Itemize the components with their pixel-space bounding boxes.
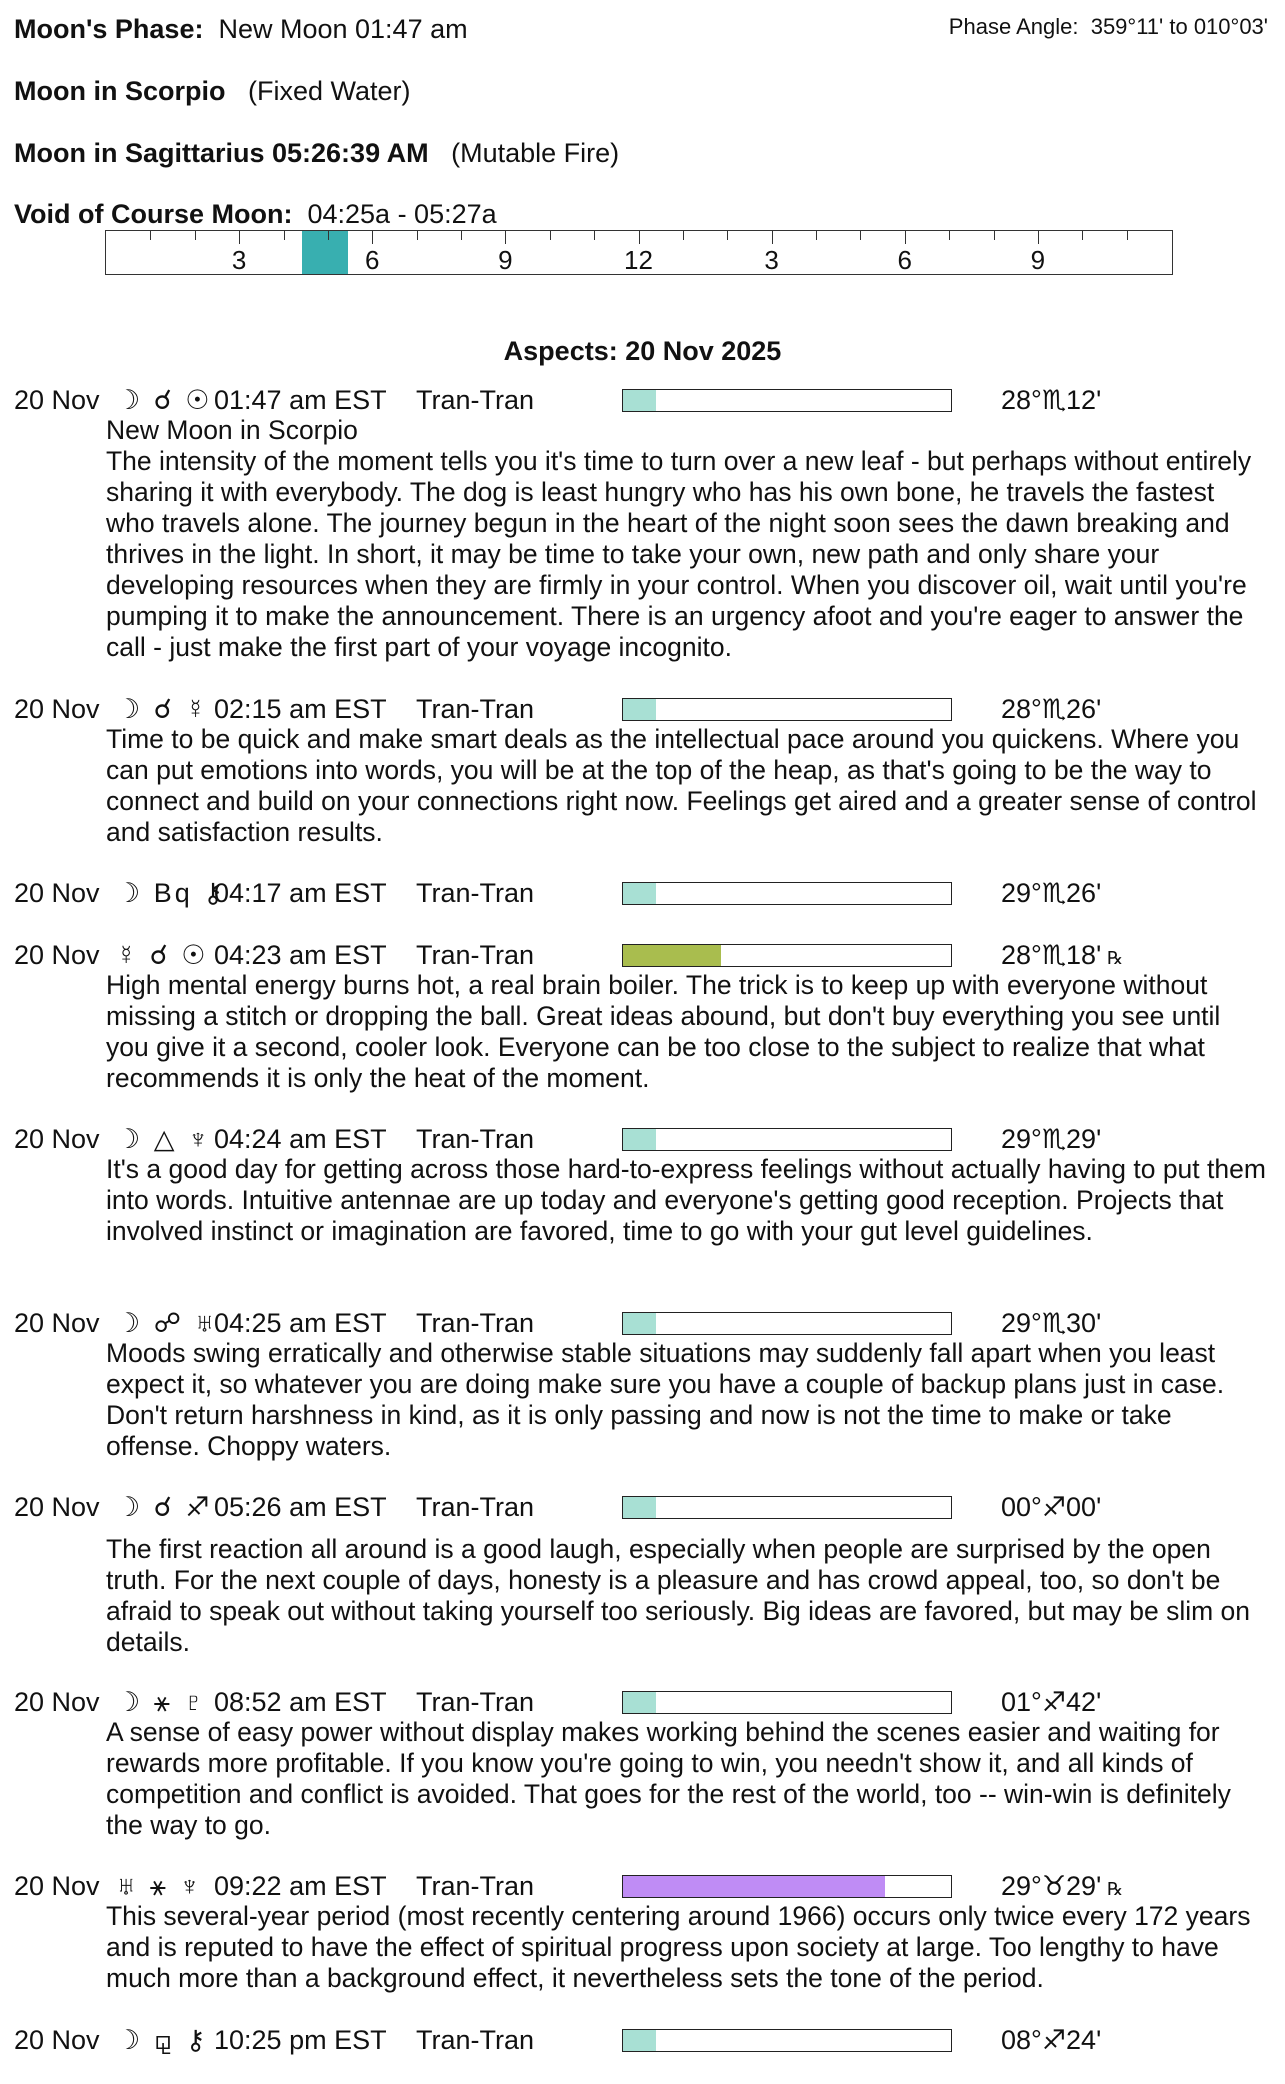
phase-angle-label: Phase Angle: [948,14,1079,39]
retrograde-marker: ℞ [1107,948,1124,968]
timeline-tick [1038,231,1039,244]
aspect-date: 20 Nov [14,1124,100,1154]
timeline-tick [550,231,551,240]
aspect-glyphs: ♅ ⚹ ♆ [116,1871,203,1901]
aspect-type: Tran-Tran [416,1308,535,1338]
aspect-date: 20 Nov [14,940,100,970]
aspect-glyphs: ☽ ☌ ☉ [116,385,213,415]
moon-sign-2 [14,138,619,169]
aspect-description: Time to be quick and make smart deals as the intellectual pace around you quickens. Where you can put emotions into words, you will be at the top of the heap, as that's going to be the way to connect and build on your connections right now. Feelings get aired and a greater sense of control and satisfaction results. [106,724,1257,847]
aspect-glyphs: ☽ △ ♆ [116,1124,212,1154]
timeline-tick [639,231,640,244]
moon-sign-1-label: Moon in Scorpio [14,76,226,106]
timeline-tick [1127,231,1128,240]
aspect-strength-fill [623,1497,656,1518]
aspect-strength-fill [623,1876,885,1897]
aspect-position: 28°♏26' [1001,694,1102,724]
aspect-row [14,878,1274,910]
timeline-tick [505,231,506,244]
aspect-strength-fill [623,699,656,720]
void-timeline [105,230,1173,275]
aspect-glyphs: ☽ ☍ ♅ [116,1308,218,1338]
aspect-strength-fill [623,390,656,411]
timeline-tick [417,231,418,240]
moon-sign-2-element: (Mutable Fire) [451,138,620,168]
aspect-glyphs: ☽ Bq ⚷ [116,878,227,908]
aspect-time: 04:23 am EST [214,940,387,970]
moon-phase-line [14,14,468,45]
aspect-strength-bar [622,882,952,905]
aspect-strength-fill [623,1313,656,1334]
aspect-time: 10:25 pm EST [214,2025,387,2055]
timeline-hour-label: 6 [365,245,380,275]
timeline-hour-label: 9 [498,245,513,275]
aspect-glyphs: ☽ ⚼ ⚷ [116,2025,209,2055]
timeline-tick [284,231,285,240]
aspect-type: Tran-Tran [416,1492,535,1522]
aspects-title: Aspects: 20 Nov 2025 [503,336,782,366]
aspect-position: 29°♉29' [1001,1871,1102,1901]
aspect-strength-fill [623,1129,656,1150]
aspect-glyphs: ☽ ☌ ☿ [116,694,209,724]
voc-label: Void of Course Moon: [14,199,293,229]
aspect-row [14,1871,1274,1903]
moon-sign-1 [14,76,411,107]
timeline-tick [150,231,151,240]
phase-angle-value: 359°11' to 010°03' [1090,14,1268,39]
aspect-strength-bar [622,1128,952,1151]
aspect-description: Moods swing erratically and otherwise stable situations may suddenly fall apart when you least expect it, so whatever you are doing make sure you have a couple of backup plans just in case. Don't return harshness in kind, as it is only passing and now is not the time to make or take offense. Choppy waters. [106,1338,1225,1461]
aspect-type: Tran-Tran [416,694,535,724]
aspect-type: Tran-Tran [416,1687,535,1717]
aspect-time: 04:25 am EST [214,1308,387,1338]
aspect-date: 20 Nov [14,385,100,415]
aspect-position: 29°♏26' [1001,878,1102,908]
aspect-date: 20 Nov [14,1492,100,1522]
aspect-row [14,940,1274,972]
aspect-type: Tran-Tran [416,1124,535,1154]
aspect-strength-fill [623,945,721,966]
timeline-tick [994,231,995,240]
moon-sign-1-element: (Fixed Water) [248,76,411,106]
aspect-type: Tran-Tran [416,385,535,415]
aspect-title: New Moon in Scorpio [106,415,358,445]
aspect-row [14,385,1274,417]
timeline-tick [195,231,196,240]
aspect-description: It's a good day for getting across those hard-to-express feelings without actually having to put them into words. Intuitive antennae are up today and everyone's getting good reception. Projects that involved instinct or imagination are favored, time to go with your gut level guidelines. [106,1154,1266,1246]
phase-angle [949,14,1268,40]
aspect-position: 28°♏18' [1001,940,1102,970]
aspect-row [14,1308,1274,1340]
timeline-tick [372,231,373,244]
aspect-description: High mental energy burns hot, a real brain boiler. The trick is to keep up with everyone without missing a stitch or dropping the ball. Great ideas abound, but don't buy everything you see until you give it a second, cooler look. Everyone can be too close to the subject to realize that what recommends it is only the heat of the moment. [106,970,1221,1093]
aspect-type: Tran-Tran [416,940,535,970]
timeline-tick [1082,231,1083,240]
aspect-description: A sense of easy power without display makes working behind the scenes easier and waiting for rewards more profitable. If you know you're going to win, you needn't show it, and all kinds of competition and conflict is avoided. That goes for the rest of the world, too -- win-win is definitely the way to go. [106,1717,1231,1840]
aspect-time: 01:47 am EST [214,385,387,415]
aspect-strength-bar [622,2029,952,2052]
moon-sign-2-label: Moon in Sagittarius 05:26:39 AM [14,138,429,168]
timeline-tick [860,231,861,240]
aspect-glyphs: ☿ ☌ ☉ [116,940,209,970]
void-period-fill [302,231,348,274]
aspect-position: 00°♐00' [1001,1492,1102,1522]
timeline-hour-label: 9 [1030,245,1046,275]
retrograde-marker: ℞ [1107,1879,1124,1899]
aspect-date: 20 Nov [14,1308,100,1338]
timeline-hour-label: 6 [897,245,912,275]
voc-value: 04:25a - 05:27a [307,199,497,229]
timeline-tick [949,231,950,240]
aspect-glyphs: ☽ ☌ ♐ [116,1492,213,1522]
aspect-strength-bar [622,1691,952,1714]
aspect-strength-fill [623,883,656,904]
void-of-course [14,199,497,230]
aspect-position: 01°♐42' [1001,1687,1102,1717]
aspect-type: Tran-Tran [416,1871,535,1901]
aspect-position: 08°♐24' [1001,2025,1102,2055]
aspect-row [14,1687,1274,1719]
aspect-row [14,1492,1274,1524]
moon-phase-label: Moon's Phase: [14,14,204,44]
aspect-row [14,1124,1274,1156]
aspect-date: 20 Nov [14,1687,100,1717]
aspect-strength-bar [622,1875,952,1898]
aspect-strength-bar [622,1496,952,1519]
aspect-strength-bar [622,1312,952,1335]
aspect-position: 29°♏30' [1001,1308,1102,1338]
aspect-type: Tran-Tran [416,2025,535,2055]
aspect-strength-bar [622,698,952,721]
timeline-tick [328,231,329,240]
timeline-hour-label: 3 [231,245,247,275]
aspect-type: Tran-Tran [416,878,535,908]
aspect-strength-fill [623,2030,656,2051]
timeline-hour-label: 12 [624,245,653,275]
timeline-tick [816,231,817,240]
aspect-strength-bar [622,389,952,412]
aspect-date: 20 Nov [14,1871,100,1901]
aspect-strength-fill [623,1692,656,1713]
aspect-date: 20 Nov [14,2025,100,2055]
aspect-description: The first reaction all around is a good laugh, especially when people are surprised by the open truth. For the next couple of days, honesty is a pleasure and has crowd appeal, too, so don't be afraid to speak out without taking yourself too seriously. Big ideas are favored, but may be slim on details. [106,1534,1251,1657]
aspect-position: 28°♏12' [1001,385,1102,415]
aspect-position: 29°♏29' [1001,1124,1102,1154]
aspect-time: 05:26 am EST [214,1492,387,1522]
aspect-description: The intensity of the moment tells you it's time to turn over a new leaf - but perhaps without entirely sharing it with everybody. The dog is least hungry who has his own bone, he travels the fastest who travels alone. The journey begun in the heart of the night soon sees the dawn breaking and thrives in the light. In short, it may be time to take your own, new path and only share your developing resources when they are firmly in your control. When you discover oil, wait until you're pumping it to make the announcement. There is an urgency afoot and you're eager to answer the call - just make the first part of your voyage incognito. [106,446,1252,662]
aspect-glyphs: ☽ ⚹ ♇ [116,1687,207,1717]
timeline-hour-label: 3 [764,245,779,275]
timeline-tick [594,231,595,240]
aspect-time: 09:22 am EST [214,1871,387,1901]
timeline-tick [772,231,773,244]
aspect-time: 04:24 am EST [214,1124,387,1154]
aspect-time: 08:52 am EST [214,1687,387,1717]
moon-phase-value: New Moon 01:47 am [218,14,468,44]
aspect-time: 02:15 am EST [214,694,387,724]
aspect-row [14,694,1274,726]
aspect-description: This several-year period (most recently centering around 1966) occurs only twice every 172 years and is reputed to have the effect of spiritual progress upon society at large. Too lengthy to have much more than a background effect, it nevertheless sets the tone of the period. [106,1901,1251,1993]
timeline-tick [461,231,462,240]
aspect-row [14,2025,1274,2057]
aspect-strength-bar [622,944,952,967]
aspect-date: 20 Nov [14,878,100,908]
timeline-tick [905,231,906,244]
aspect-time: 04:17 am EST [214,878,387,908]
timeline-tick [727,231,728,240]
timeline-tick [239,231,240,244]
aspect-date: 20 Nov [14,694,100,724]
timeline-tick [683,231,684,240]
